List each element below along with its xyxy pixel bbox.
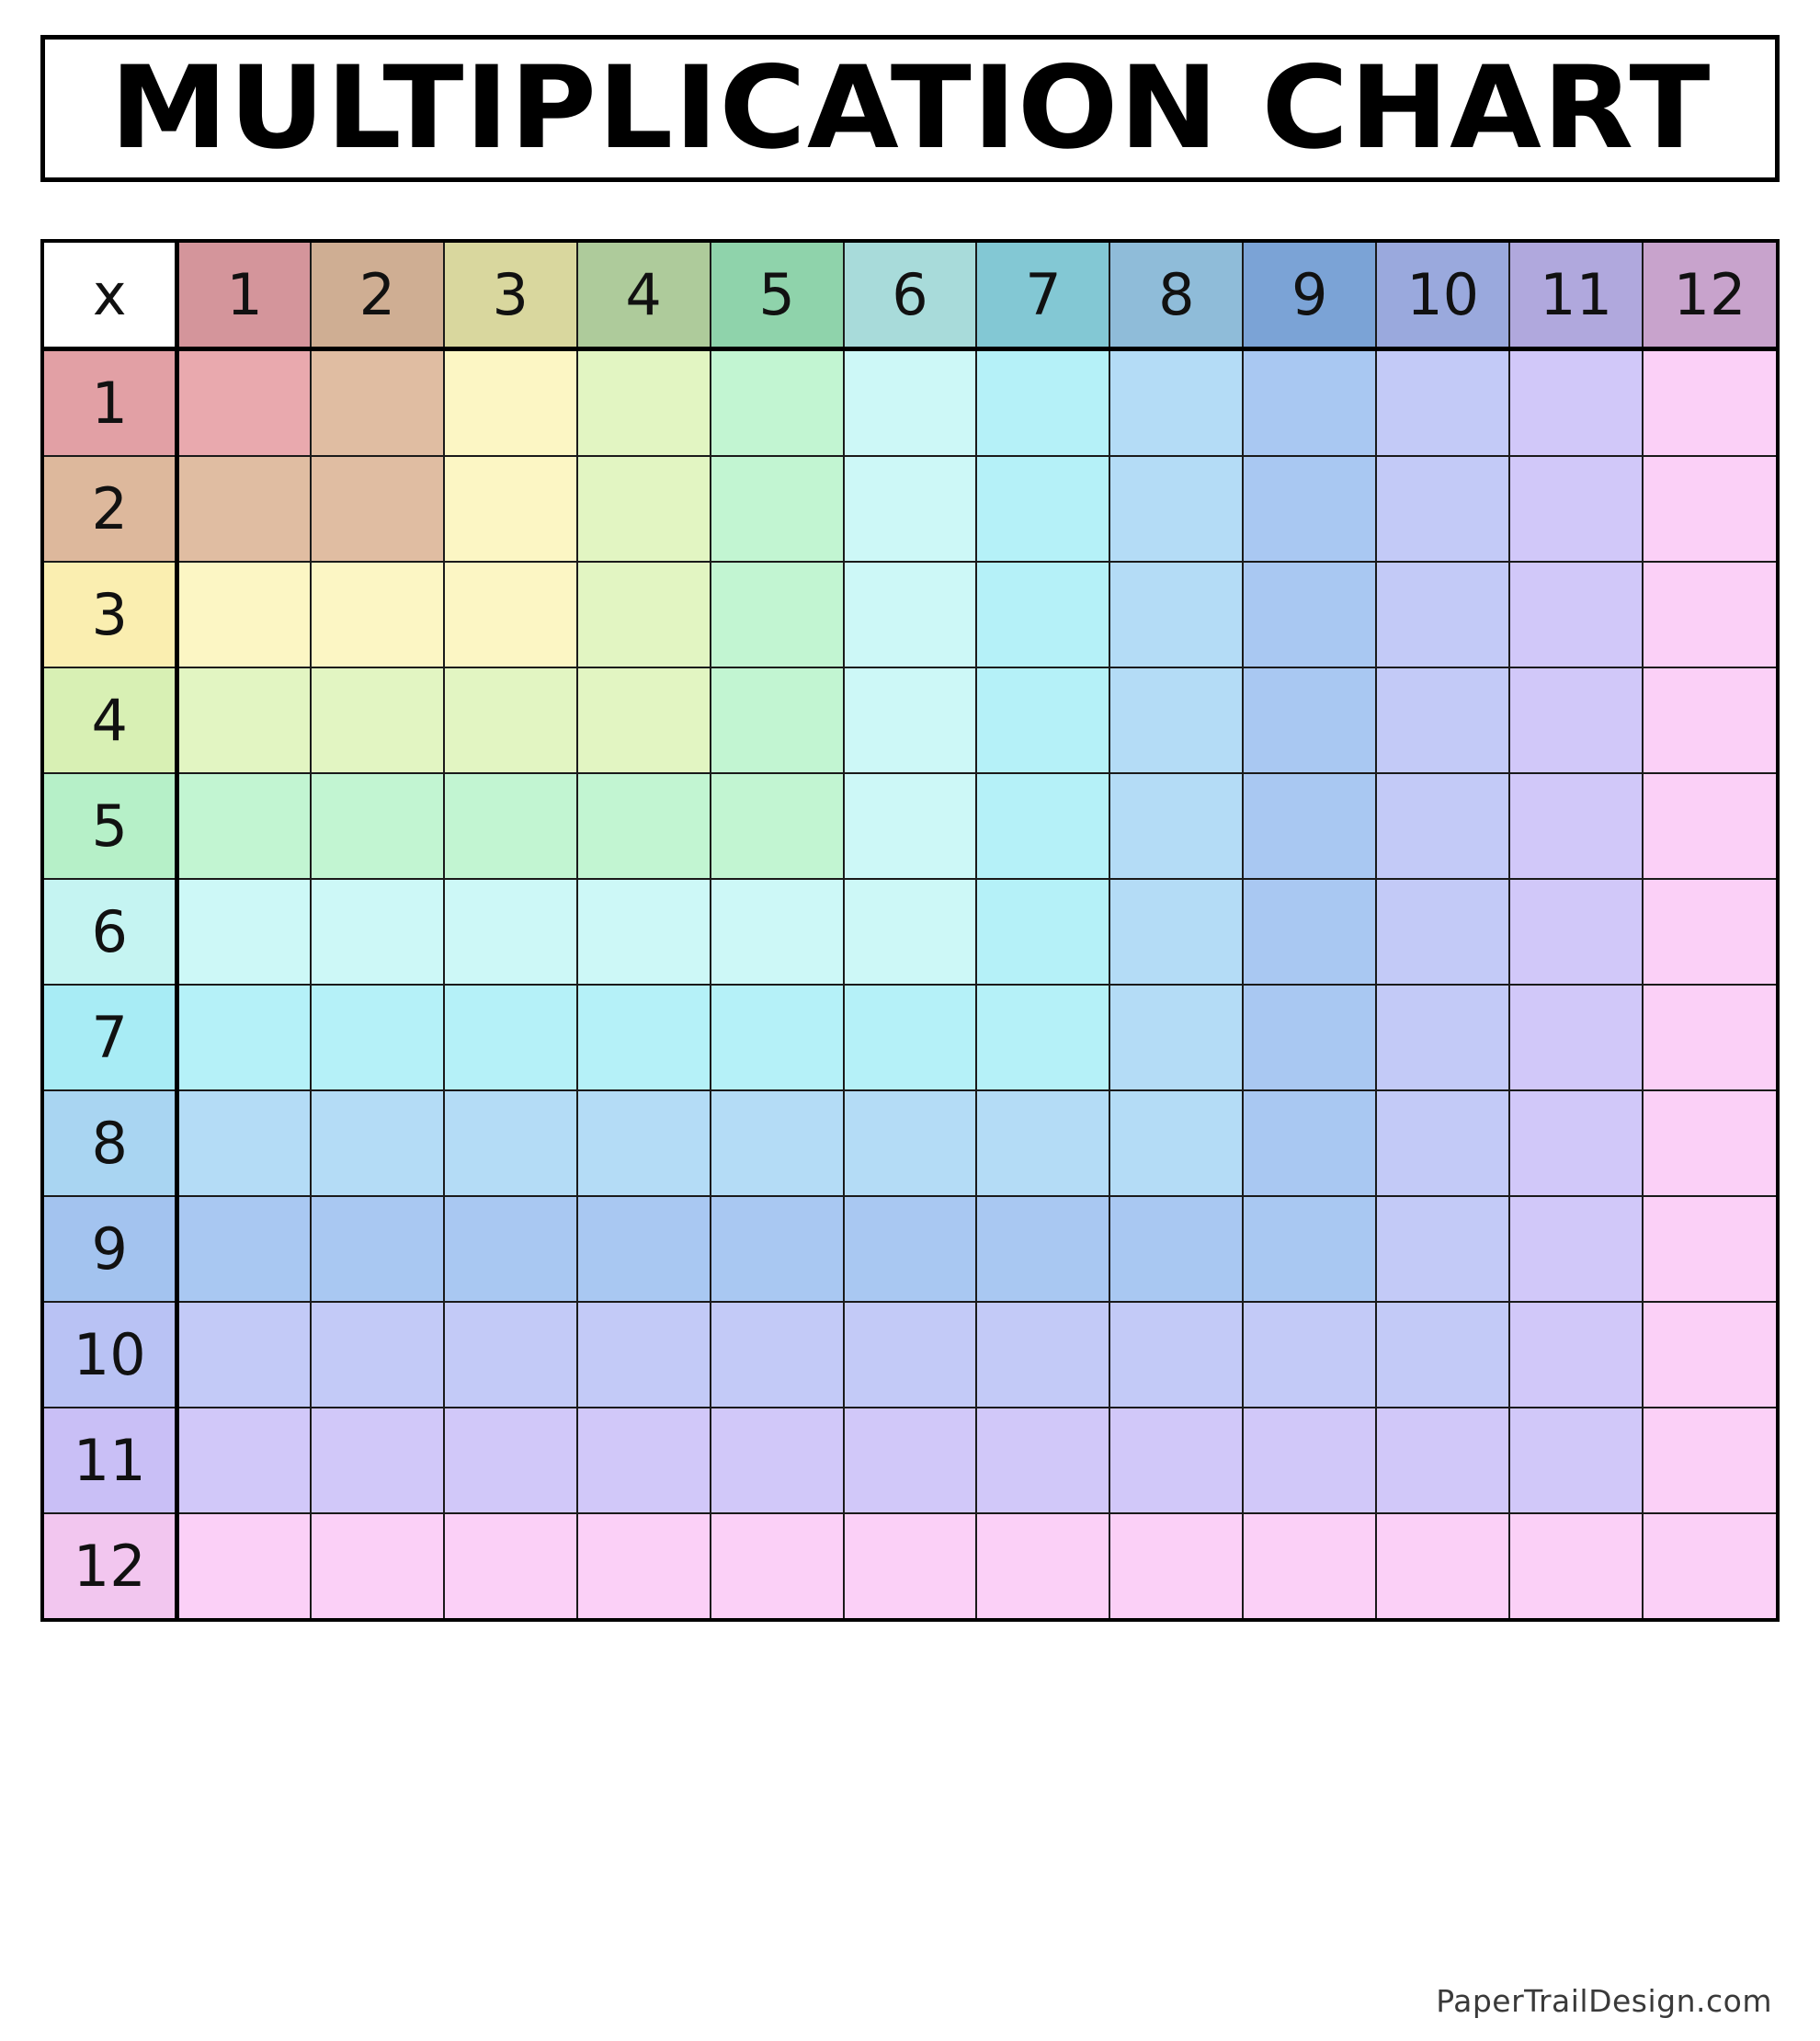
column-header-1: 1 xyxy=(177,243,311,349)
cell-8x4[interactable] xyxy=(577,1090,711,1196)
cell-11x5[interactable] xyxy=(711,1408,844,1513)
cell-7x10[interactable] xyxy=(1376,985,1509,1090)
cell-5x9[interactable] xyxy=(1243,773,1376,879)
cell-4x8[interactable] xyxy=(1109,667,1243,773)
chart-grid-container xyxy=(40,239,1780,1622)
cell-12x7[interactable] xyxy=(976,1513,1109,1618)
cell-6x7[interactable] xyxy=(976,879,1109,985)
cell-10x11[interactable] xyxy=(1509,1302,1643,1408)
cell-2x4[interactable] xyxy=(577,456,711,562)
cell-3x1[interactable] xyxy=(177,562,311,667)
cell-2x8[interactable] xyxy=(1109,456,1243,562)
cell-2x3[interactable] xyxy=(444,456,577,562)
cell-5x5[interactable] xyxy=(711,773,844,879)
cell-9x10[interactable] xyxy=(1376,1196,1509,1302)
table-row xyxy=(44,1196,1776,1302)
cell-4x4[interactable] xyxy=(577,667,711,773)
cell-2x6[interactable] xyxy=(844,456,977,562)
cell-2x12[interactable] xyxy=(1643,456,1776,562)
cell-2x2[interactable] xyxy=(311,456,444,562)
cell-6x2[interactable] xyxy=(311,879,444,985)
cell-3x9[interactable] xyxy=(1243,562,1376,667)
row-header-10: 10 xyxy=(44,1302,177,1408)
column-header-9: 9 xyxy=(1243,243,1376,349)
column-header-8: 8 xyxy=(1109,243,1243,349)
cell-12x11[interactable] xyxy=(1509,1513,1643,1618)
cell-6x11[interactable] xyxy=(1509,879,1643,985)
column-header-10: 10 xyxy=(1376,243,1509,349)
cell-4x11[interactable] xyxy=(1509,667,1643,773)
cell-9x5[interactable] xyxy=(711,1196,844,1302)
cell-4x3[interactable] xyxy=(444,667,577,773)
cell-5x12[interactable] xyxy=(1643,773,1776,879)
row-header-7: 7 xyxy=(44,985,177,1090)
cell-3x6[interactable] xyxy=(844,562,977,667)
table-row xyxy=(44,667,1776,773)
column-header-12: 12 xyxy=(1643,243,1776,349)
table-row xyxy=(44,1513,1776,1618)
table-row xyxy=(44,773,1776,879)
cell-8x10[interactable] xyxy=(1376,1090,1509,1196)
cell-3x4[interactable] xyxy=(577,562,711,667)
table-row xyxy=(44,879,1776,985)
column-header-5: 5 xyxy=(711,243,844,349)
cell-4x5[interactable] xyxy=(711,667,844,773)
cell-1x11[interactable] xyxy=(1509,349,1643,457)
cell-11x8[interactable] xyxy=(1109,1408,1243,1513)
cell-7x8[interactable] xyxy=(1109,985,1243,1090)
cell-12x5[interactable] xyxy=(711,1513,844,1618)
page-title: MULTIPLICATION CHART xyxy=(109,42,1712,175)
cell-6x1[interactable] xyxy=(177,879,311,985)
cell-1x1[interactable] xyxy=(177,349,311,457)
cell-10x8[interactable] xyxy=(1109,1302,1243,1408)
row-header-6: 6 xyxy=(44,879,177,985)
cell-10x5[interactable] xyxy=(711,1302,844,1408)
cell-3x7[interactable] xyxy=(976,562,1109,667)
cell-2x5[interactable] xyxy=(711,456,844,562)
table-row xyxy=(44,985,1776,1090)
cell-9x3[interactable] xyxy=(444,1196,577,1302)
cell-7x5[interactable] xyxy=(711,985,844,1090)
cell-10x7[interactable] xyxy=(976,1302,1109,1408)
cell-6x10[interactable] xyxy=(1376,879,1509,985)
cell-3x5[interactable] xyxy=(711,562,844,667)
cell-1x7[interactable] xyxy=(976,349,1109,457)
cell-9x2[interactable] xyxy=(311,1196,444,1302)
cell-6x3[interactable] xyxy=(444,879,577,985)
cell-12x12[interactable] xyxy=(1643,1513,1776,1618)
cell-8x6[interactable] xyxy=(844,1090,977,1196)
cell-5x11[interactable] xyxy=(1509,773,1643,879)
cell-2x11[interactable] xyxy=(1509,456,1643,562)
cell-10x2[interactable] xyxy=(311,1302,444,1408)
cell-5x2[interactable] xyxy=(311,773,444,879)
row-header-3: 3 xyxy=(44,562,177,667)
cell-12x6[interactable] xyxy=(844,1513,977,1618)
row-header-2: 2 xyxy=(44,456,177,562)
row-header-12: 12 xyxy=(44,1513,177,1618)
cell-5x8[interactable] xyxy=(1109,773,1243,879)
table-row xyxy=(44,1408,1776,1513)
cell-3x11[interactable] xyxy=(1509,562,1643,667)
table-row xyxy=(44,1090,1776,1196)
cell-7x3[interactable] xyxy=(444,985,577,1090)
column-header-3: 3 xyxy=(444,243,577,349)
cell-4x9[interactable] xyxy=(1243,667,1376,773)
cell-4x10[interactable] xyxy=(1376,667,1509,773)
cell-4x6[interactable] xyxy=(844,667,977,773)
cell-10x12[interactable] xyxy=(1643,1302,1776,1408)
cell-5x4[interactable] xyxy=(577,773,711,879)
row-header-1: 1 xyxy=(44,349,177,457)
cell-11x1[interactable] xyxy=(177,1408,311,1513)
cell-12x3[interactable] xyxy=(444,1513,577,1618)
cell-5x7[interactable] xyxy=(976,773,1109,879)
cell-6x8[interactable] xyxy=(1109,879,1243,985)
cell-10x9[interactable] xyxy=(1243,1302,1376,1408)
column-header-6: 6 xyxy=(844,243,977,349)
cell-2x7[interactable] xyxy=(976,456,1109,562)
cell-8x3[interactable] xyxy=(444,1090,577,1196)
times-symbol-cell: x xyxy=(44,243,177,349)
cell-4x1[interactable] xyxy=(177,667,311,773)
cell-7x9[interactable] xyxy=(1243,985,1376,1090)
cell-2x1[interactable] xyxy=(177,456,311,562)
cell-12x8[interactable] xyxy=(1109,1513,1243,1618)
cell-7x12[interactable] xyxy=(1643,985,1776,1090)
cell-11x2[interactable] xyxy=(311,1408,444,1513)
column-header-7: 7 xyxy=(976,243,1109,349)
cell-11x7[interactable] xyxy=(976,1408,1109,1513)
cell-3x3[interactable] xyxy=(444,562,577,667)
cell-8x2[interactable] xyxy=(311,1090,444,1196)
cell-10x6[interactable] xyxy=(844,1302,977,1408)
row-header-8: 8 xyxy=(44,1090,177,1196)
cell-1x2[interactable] xyxy=(311,349,444,457)
title-box xyxy=(40,35,1780,182)
cell-5x1[interactable] xyxy=(177,773,311,879)
cell-11x4[interactable] xyxy=(577,1408,711,1513)
cell-9x11[interactable] xyxy=(1509,1196,1643,1302)
cell-2x10[interactable] xyxy=(1376,456,1509,562)
cell-9x9[interactable] xyxy=(1243,1196,1376,1302)
row-header-9: 9 xyxy=(44,1196,177,1302)
cell-2x9[interactable] xyxy=(1243,456,1376,562)
cell-12x2[interactable] xyxy=(311,1513,444,1618)
cell-7x7[interactable] xyxy=(976,985,1109,1090)
cell-1x9[interactable] xyxy=(1243,349,1376,457)
column-header-11: 11 xyxy=(1509,243,1643,349)
table-row xyxy=(44,1302,1776,1408)
cell-3x2[interactable] xyxy=(311,562,444,667)
cell-1x12[interactable] xyxy=(1643,349,1776,457)
cell-11x11[interactable] xyxy=(1509,1408,1643,1513)
row-header-5: 5 xyxy=(44,773,177,879)
cell-5x10[interactable] xyxy=(1376,773,1509,879)
cell-1x8[interactable] xyxy=(1109,349,1243,457)
cell-10x1[interactable] xyxy=(177,1302,311,1408)
cell-8x8[interactable] xyxy=(1109,1090,1243,1196)
cell-10x3[interactable] xyxy=(444,1302,577,1408)
cell-6x5[interactable] xyxy=(711,879,844,985)
row-header-11: 11 xyxy=(44,1408,177,1513)
cell-5x6[interactable] xyxy=(844,773,977,879)
cell-12x4[interactable] xyxy=(577,1513,711,1618)
cell-7x1[interactable] xyxy=(177,985,311,1090)
cell-11x3[interactable] xyxy=(444,1408,577,1513)
multiplication-table xyxy=(44,243,1776,1618)
table-header-row xyxy=(44,243,1776,349)
cell-4x2[interactable] xyxy=(311,667,444,773)
cell-6x12[interactable] xyxy=(1643,879,1776,985)
cell-3x12[interactable] xyxy=(1643,562,1776,667)
cell-11x6[interactable] xyxy=(844,1408,977,1513)
cell-9x1[interactable] xyxy=(177,1196,311,1302)
cell-8x7[interactable] xyxy=(976,1090,1109,1196)
cell-12x10[interactable] xyxy=(1376,1513,1509,1618)
cell-7x11[interactable] xyxy=(1509,985,1643,1090)
cell-11x12[interactable] xyxy=(1643,1408,1776,1513)
cell-4x12[interactable] xyxy=(1643,667,1776,773)
cell-9x8[interactable] xyxy=(1109,1196,1243,1302)
cell-9x7[interactable] xyxy=(976,1196,1109,1302)
cell-8x12[interactable] xyxy=(1643,1090,1776,1196)
table-row xyxy=(44,349,1776,457)
cell-8x5[interactable] xyxy=(711,1090,844,1196)
column-header-2: 2 xyxy=(311,243,444,349)
cell-8x1[interactable] xyxy=(177,1090,311,1196)
cell-8x11[interactable] xyxy=(1509,1090,1643,1196)
table-row xyxy=(44,456,1776,562)
row-header-4: 4 xyxy=(44,667,177,773)
cell-1x5[interactable] xyxy=(711,349,844,457)
cell-10x4[interactable] xyxy=(577,1302,711,1408)
cell-3x10[interactable] xyxy=(1376,562,1509,667)
cell-7x2[interactable] xyxy=(311,985,444,1090)
site-credit: PaperTrailDesign.com xyxy=(1436,1983,1772,2019)
cell-1x10[interactable] xyxy=(1376,349,1509,457)
cell-6x4[interactable] xyxy=(577,879,711,985)
cell-9x4[interactable] xyxy=(577,1196,711,1302)
cell-3x8[interactable] xyxy=(1109,562,1243,667)
column-header-4: 4 xyxy=(577,243,711,349)
table-row xyxy=(44,562,1776,667)
cell-5x3[interactable] xyxy=(444,773,577,879)
cell-11x9[interactable] xyxy=(1243,1408,1376,1513)
cell-10x10[interactable] xyxy=(1376,1302,1509,1408)
cell-9x6[interactable] xyxy=(844,1196,977,1302)
cell-9x12[interactable] xyxy=(1643,1196,1776,1302)
cell-12x1[interactable] xyxy=(177,1513,311,1618)
cell-11x10[interactable] xyxy=(1376,1408,1509,1513)
cell-4x7[interactable] xyxy=(976,667,1109,773)
cell-6x6[interactable] xyxy=(844,879,977,985)
cell-1x6[interactable] xyxy=(844,349,977,457)
cell-1x3[interactable] xyxy=(444,349,577,457)
cell-1x4[interactable] xyxy=(577,349,711,457)
cell-6x9[interactable] xyxy=(1243,879,1376,985)
cell-8x9[interactable] xyxy=(1243,1090,1376,1196)
cell-7x6[interactable] xyxy=(844,985,977,1090)
cell-7x4[interactable] xyxy=(577,985,711,1090)
cell-12x9[interactable] xyxy=(1243,1513,1376,1618)
